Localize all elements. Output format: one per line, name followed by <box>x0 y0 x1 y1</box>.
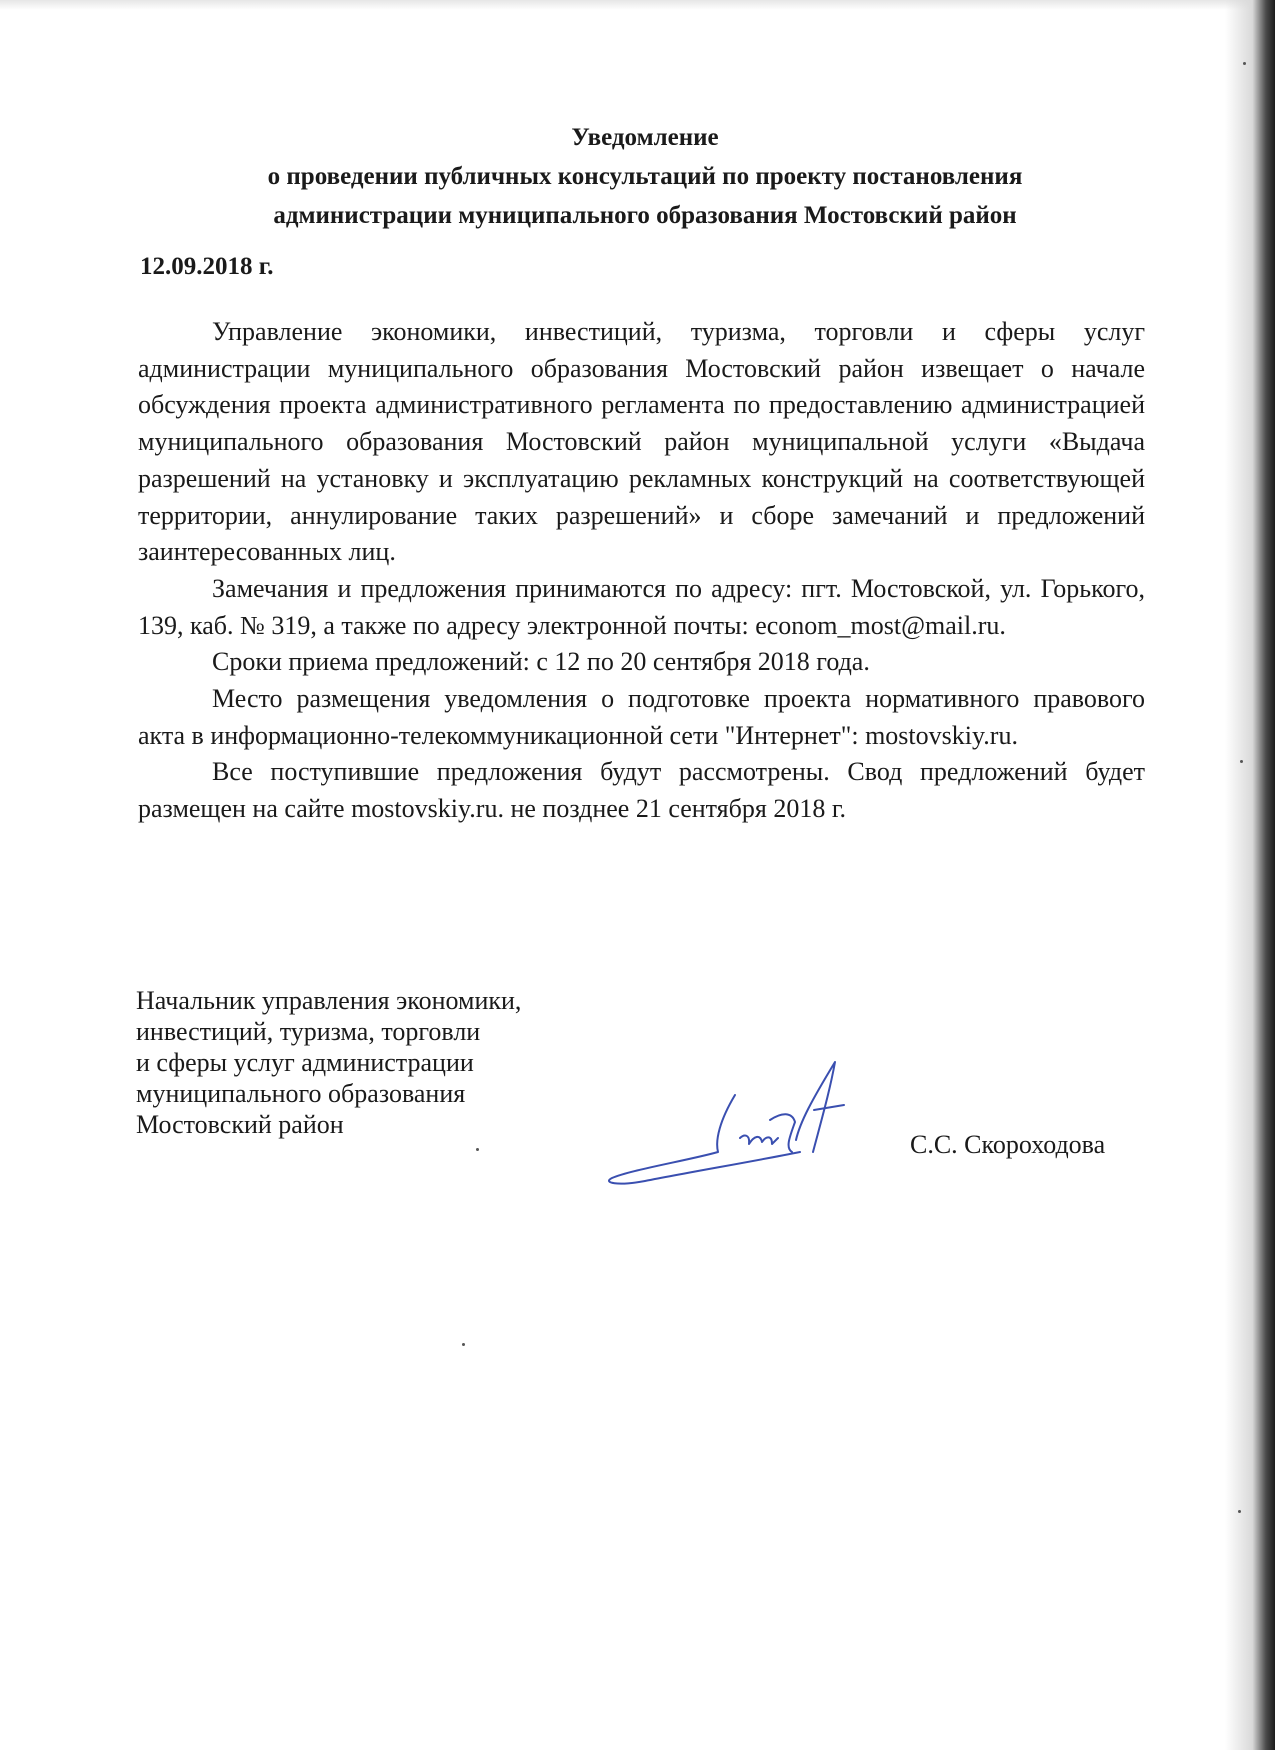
document-body <box>138 314 1145 828</box>
paragraph: Сроки приема предложений: с 12 по 20 сентября 2018 года. <box>212 647 870 677</box>
scan-edge-top <box>0 0 1275 10</box>
title-line: Уведомление <box>571 124 719 151</box>
document-date: 12.09.2018 г. <box>140 253 274 280</box>
signatory-position <box>136 985 521 1140</box>
signatory-position-line: Мостовский район <box>136 1110 344 1139</box>
title-line: администрации муниципального образования Мостовский район <box>273 202 1017 229</box>
paragraph: Замечания и предложения принимаются по адресу: пгт. Мостовской, ул. Горького, 139, каб. № 319, а также по адресу электронной почты: econom_most@mail.ru. <box>138 573 1145 640</box>
handwritten-signature <box>600 1040 930 1190</box>
scan-speck <box>1243 62 1246 65</box>
paragraph: Все поступившие предложения будут рассмотрены. Свод предложений будет размещен на сайте mostovskiy.ru. не позднее 21 сентября 2018 г. <box>138 757 1145 824</box>
scan-speck <box>462 1343 465 1346</box>
title-line: о проведении публичных консультаций по проекту постановления <box>267 163 1023 190</box>
scan-speck <box>1240 760 1243 763</box>
signatory-name: С.С. Скороходова <box>910 1130 1106 1159</box>
signatory-position-line: Начальник управления экономики, <box>136 986 522 1015</box>
signatory-position-line: инвестиций, туризма, торговли <box>136 1017 481 1046</box>
scan-edge-right <box>1225 0 1275 1750</box>
paragraph: Управление экономики, инвестиций, туризма, торговли и сферы услуг администрации муниципального образования Мостовский район извещает о начале обсуждения проекта административного регламента по предоставлению администрацией муниципального образования Мостовский район муниципальной услуги «Выдача разрешений на установку и эксплуатацию рекламных конструкций на соответствующей территории, аннулирование таких разрешений» и сборе замечаний и предложений заинтересованных лиц. <box>138 317 1145 567</box>
scan-speck <box>476 1148 479 1151</box>
paragraph: Место размещения уведомления о подготовке проекта нормативного правового акта в информационно-телекоммуникационной сети "Интернет": mostovskiy.ru. <box>138 684 1145 750</box>
scan-speck <box>1238 1510 1241 1513</box>
signatory-position-line: муниципального образования <box>136 1079 466 1108</box>
document-title <box>130 118 1160 235</box>
signatory-position-line: и сферы услуг администрации <box>136 1048 474 1077</box>
